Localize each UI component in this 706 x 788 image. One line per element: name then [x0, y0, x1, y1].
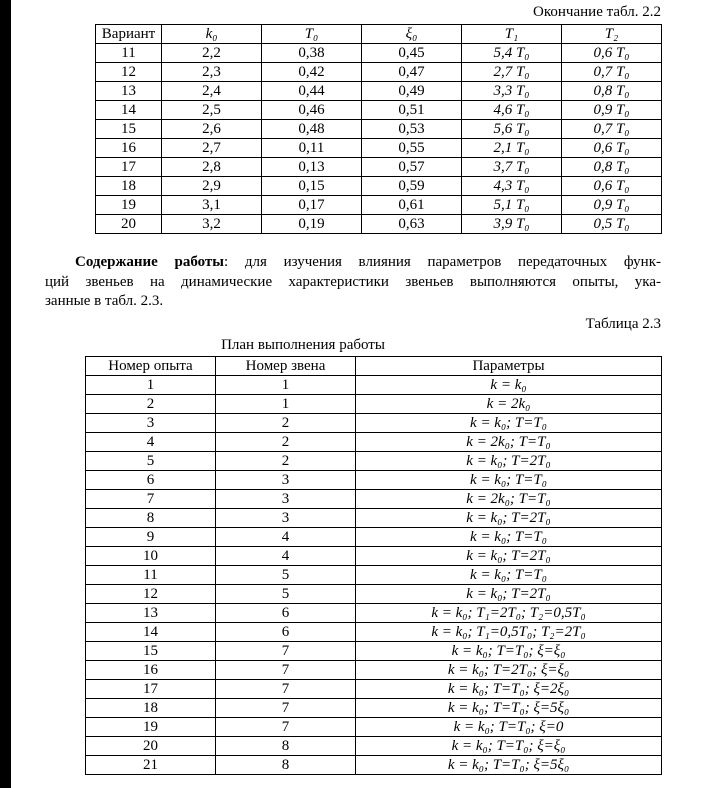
table-cell: 8: [86, 508, 216, 527]
table-cell: k = 2k₀; T=T₀: [356, 432, 662, 451]
table-row: [86, 755, 662, 774]
table-cell: 0,53: [362, 120, 462, 139]
table-cell: 3,1: [162, 196, 262, 215]
work-plan-table: [85, 356, 662, 775]
table-cell: 0,61: [362, 196, 462, 215]
table-cell: 6: [216, 603, 356, 622]
document-page: [45, 3, 661, 775]
paragraph-line: занные в табл. 2.3.: [45, 293, 164, 309]
table-cell: 2,7 T₀: [462, 63, 562, 82]
table-cell: 2: [216, 451, 356, 470]
table-cell: 0,19: [262, 215, 362, 234]
table-row: [86, 375, 662, 394]
table-row: [86, 413, 662, 432]
table-cell: 17: [96, 158, 162, 177]
table-row: [96, 139, 662, 158]
table-cell: k = k₀; T=T₀: [356, 413, 662, 432]
table-row: [86, 546, 662, 565]
column-header: Номер опыта: [86, 356, 216, 375]
table-cell: 20: [96, 215, 162, 234]
table-cell: 7: [86, 489, 216, 508]
table-cell: 1: [216, 394, 356, 413]
table-cell: 3,3 T₀: [462, 82, 562, 101]
paragraph-line: ций звеньев на динамические характеристики звеньев выполняются опыты, ука-: [45, 273, 661, 290]
table-cell: 0,6 T₀: [562, 177, 662, 196]
column-header: k₀: [162, 25, 262, 44]
table-row: [86, 679, 662, 698]
table-cell: 11: [96, 44, 162, 63]
table-cell: k = k₀; T=T₀: [356, 470, 662, 489]
table-cell: 12: [96, 63, 162, 82]
table-cell: k = 2k₀: [356, 394, 662, 413]
table-cell: 0,7 T₀: [562, 120, 662, 139]
table-cell: 0,8 T₀: [562, 158, 662, 177]
table-cell: 19: [86, 717, 216, 736]
table-row: [86, 451, 662, 470]
table-cell: 0,46: [262, 101, 362, 120]
header-row: [96, 25, 662, 44]
table-cell: 2: [216, 413, 356, 432]
work-content-paragraph: [45, 253, 661, 312]
table-cell: 16: [86, 660, 216, 679]
table-cell: 8: [216, 736, 356, 755]
table-row: [86, 736, 662, 755]
table-cell: 11: [86, 565, 216, 584]
table-row: [96, 215, 662, 234]
table-cell: 0,55: [362, 139, 462, 158]
table-cell: 4: [216, 546, 356, 565]
paragraph-lead: Содержание работы: [75, 254, 225, 270]
column-header: T₀: [262, 25, 362, 44]
table-row: [86, 432, 662, 451]
table-row: [86, 603, 662, 622]
table-cell: k = k₀; T=T₀; ξ=5ξ₀: [356, 755, 662, 774]
table-cell: 0,9 T₀: [562, 101, 662, 120]
table-cell: 0,38: [262, 44, 362, 63]
table-cell: k = 2k₀; T=T₀: [356, 489, 662, 508]
table-row: [86, 584, 662, 603]
table-cell: 13: [96, 82, 162, 101]
table-row: [86, 527, 662, 546]
paragraph-text: : для изучения влияния параметров передаточных функ-: [224, 254, 661, 270]
table-cell: 0,45: [362, 44, 462, 63]
table-cell: k = k₀; T=2T₀: [356, 508, 662, 527]
table-cell: 0,15: [262, 177, 362, 196]
table-cell: 4,3 T₀: [462, 177, 562, 196]
table-cell: 12: [86, 584, 216, 603]
table-cell: 0,8 T₀: [562, 82, 662, 101]
table-cell: 0,13: [262, 158, 362, 177]
table-row: [96, 158, 662, 177]
table-cell: 0,42: [262, 63, 362, 82]
table-cell: 7: [216, 641, 356, 660]
table-cell: 5: [216, 584, 356, 603]
table-cell: 2,5: [162, 101, 262, 120]
column-header: Номер звена: [216, 356, 356, 375]
table-cell: 0,44: [262, 82, 362, 101]
table-cell: 2,3: [162, 63, 262, 82]
table-row: [86, 698, 662, 717]
table-cell: 18: [96, 177, 162, 196]
table-cell: k = k₀; T=T₀; ξ=ξ₀: [356, 736, 662, 755]
table-cell: k = k₀; T=T₀: [356, 527, 662, 546]
table-row: [86, 622, 662, 641]
table-cell: k = k₀; T=T₀; ξ=5ξ₀: [356, 698, 662, 717]
table-cell: k = k₀; T=T₀: [356, 565, 662, 584]
table-row: [86, 660, 662, 679]
table-cell: k = k₀; T=T₀; ξ=2ξ₀: [356, 679, 662, 698]
table-cell: 0,9 T₀: [562, 196, 662, 215]
scan-edge-artifact: [0, 0, 11, 788]
table-cell: 4,6 T₀: [462, 101, 562, 120]
table-cell: 16: [96, 139, 162, 158]
table-cell: 3: [216, 508, 356, 527]
table-cell: 7: [216, 698, 356, 717]
variants-table: [95, 24, 662, 234]
column-header: Параметры: [356, 356, 662, 375]
table-cell: 6: [86, 470, 216, 489]
table-cell: 3: [216, 489, 356, 508]
table-cell: 8: [216, 755, 356, 774]
table-cell: k = k₀; T=2T₀: [356, 584, 662, 603]
table-cell: 2,8: [162, 158, 262, 177]
table-cell: 2: [216, 432, 356, 451]
table-row: [86, 489, 662, 508]
table-cell: k = k₀; T₁=0,5T₀; T₂=2T₀: [356, 622, 662, 641]
table-cell: 0,63: [362, 215, 462, 234]
column-header: ξ₀: [362, 25, 462, 44]
table-cell: 0,49: [362, 82, 462, 101]
table-cell: 2,4: [162, 82, 262, 101]
table-cell: 3,9 T₀: [462, 215, 562, 234]
table-cell: 14: [86, 622, 216, 641]
table-cell: 5: [216, 565, 356, 584]
table-cell: 0,48: [262, 120, 362, 139]
table-row: [86, 470, 662, 489]
table-cell: 4: [86, 432, 216, 451]
table-cell: 0,7 T₀: [562, 63, 662, 82]
table-cell: 1: [86, 375, 216, 394]
table-cell: 5,1 T₀: [462, 196, 562, 215]
table-cell: 3,7 T₀: [462, 158, 562, 177]
table-cell: 2,9: [162, 177, 262, 196]
table-cell: k = k₀; T=T₀; ξ=0: [356, 717, 662, 736]
table-cell: 2,2: [162, 44, 262, 63]
table-cell: 18: [86, 698, 216, 717]
table-cell: 4: [216, 527, 356, 546]
table-cell: 2: [86, 394, 216, 413]
table-cell: 10: [86, 546, 216, 565]
column-header: T₁: [462, 25, 562, 44]
table-cell: 9: [86, 527, 216, 546]
table-cell: 3: [86, 413, 216, 432]
table-row: [86, 565, 662, 584]
table-cell: 15: [86, 641, 216, 660]
table-row: [86, 394, 662, 413]
table-cell: k = k₀; T=2T₀: [356, 451, 662, 470]
table-row: [96, 177, 662, 196]
table-cell: 17: [86, 679, 216, 698]
column-header: T₂: [562, 25, 662, 44]
table-cell: 1: [216, 375, 356, 394]
table-cell: 3: [216, 470, 356, 489]
table-cell: 6: [216, 622, 356, 641]
table-cell: 3,2: [162, 215, 262, 234]
table-label: Таблица 2.3: [585, 315, 661, 332]
table-cell: 5,4 T₀: [462, 44, 562, 63]
table-cell: 0,6 T₀: [562, 139, 662, 158]
table-cell: k = k₀; T₁=2T₀; T₂=0,5T₀: [356, 603, 662, 622]
table-cell: 14: [96, 101, 162, 120]
table-row: [96, 196, 662, 215]
table-cell: 2,7: [162, 139, 262, 158]
table-caption: План выполнения работы: [221, 336, 385, 353]
table-cell: k = k₀; T=T₀; ξ=ξ₀: [356, 641, 662, 660]
table-cell: 20: [86, 736, 216, 755]
header-row: [86, 356, 662, 375]
table-cell: 5,6 T₀: [462, 120, 562, 139]
table-cell: 5: [86, 451, 216, 470]
table-row: [96, 82, 662, 101]
table-cell: 0,17: [262, 196, 362, 215]
table-cell: 7: [216, 679, 356, 698]
table-cell: 2,6: [162, 120, 262, 139]
table-row: [96, 120, 662, 139]
table-cell: 0,11: [262, 139, 362, 158]
table-cell: 0,59: [362, 177, 462, 196]
table-cell: 15: [96, 120, 162, 139]
table-row: [96, 44, 662, 63]
table-cell: 0,6 T₀: [562, 44, 662, 63]
table-cell: 7: [216, 717, 356, 736]
table-row: [96, 101, 662, 120]
table-cell: 7: [216, 660, 356, 679]
table-cell: 21: [86, 755, 216, 774]
table-row: [86, 717, 662, 736]
table-cell: 19: [96, 196, 162, 215]
table-cell: 13: [86, 603, 216, 622]
table-row: [86, 508, 662, 527]
table-cell: 0,5 T₀: [562, 215, 662, 234]
table-continuation-note: Окончание табл. 2.2: [533, 4, 661, 20]
column-header: Вариант: [96, 25, 162, 44]
table-row: [96, 63, 662, 82]
table-cell: 0,47: [362, 63, 462, 82]
table-cell: k = k₀: [356, 375, 662, 394]
table-cell: 0,57: [362, 158, 462, 177]
table-cell: k = k₀; T=2T₀: [356, 546, 662, 565]
table-cell: 0,51: [362, 101, 462, 120]
table-cell: k = k₀; T=2T₀; ξ=ξ₀: [356, 660, 662, 679]
table-cell: 2,1 T₀: [462, 139, 562, 158]
table-row: [86, 641, 662, 660]
paragraph-line: [45, 253, 661, 273]
